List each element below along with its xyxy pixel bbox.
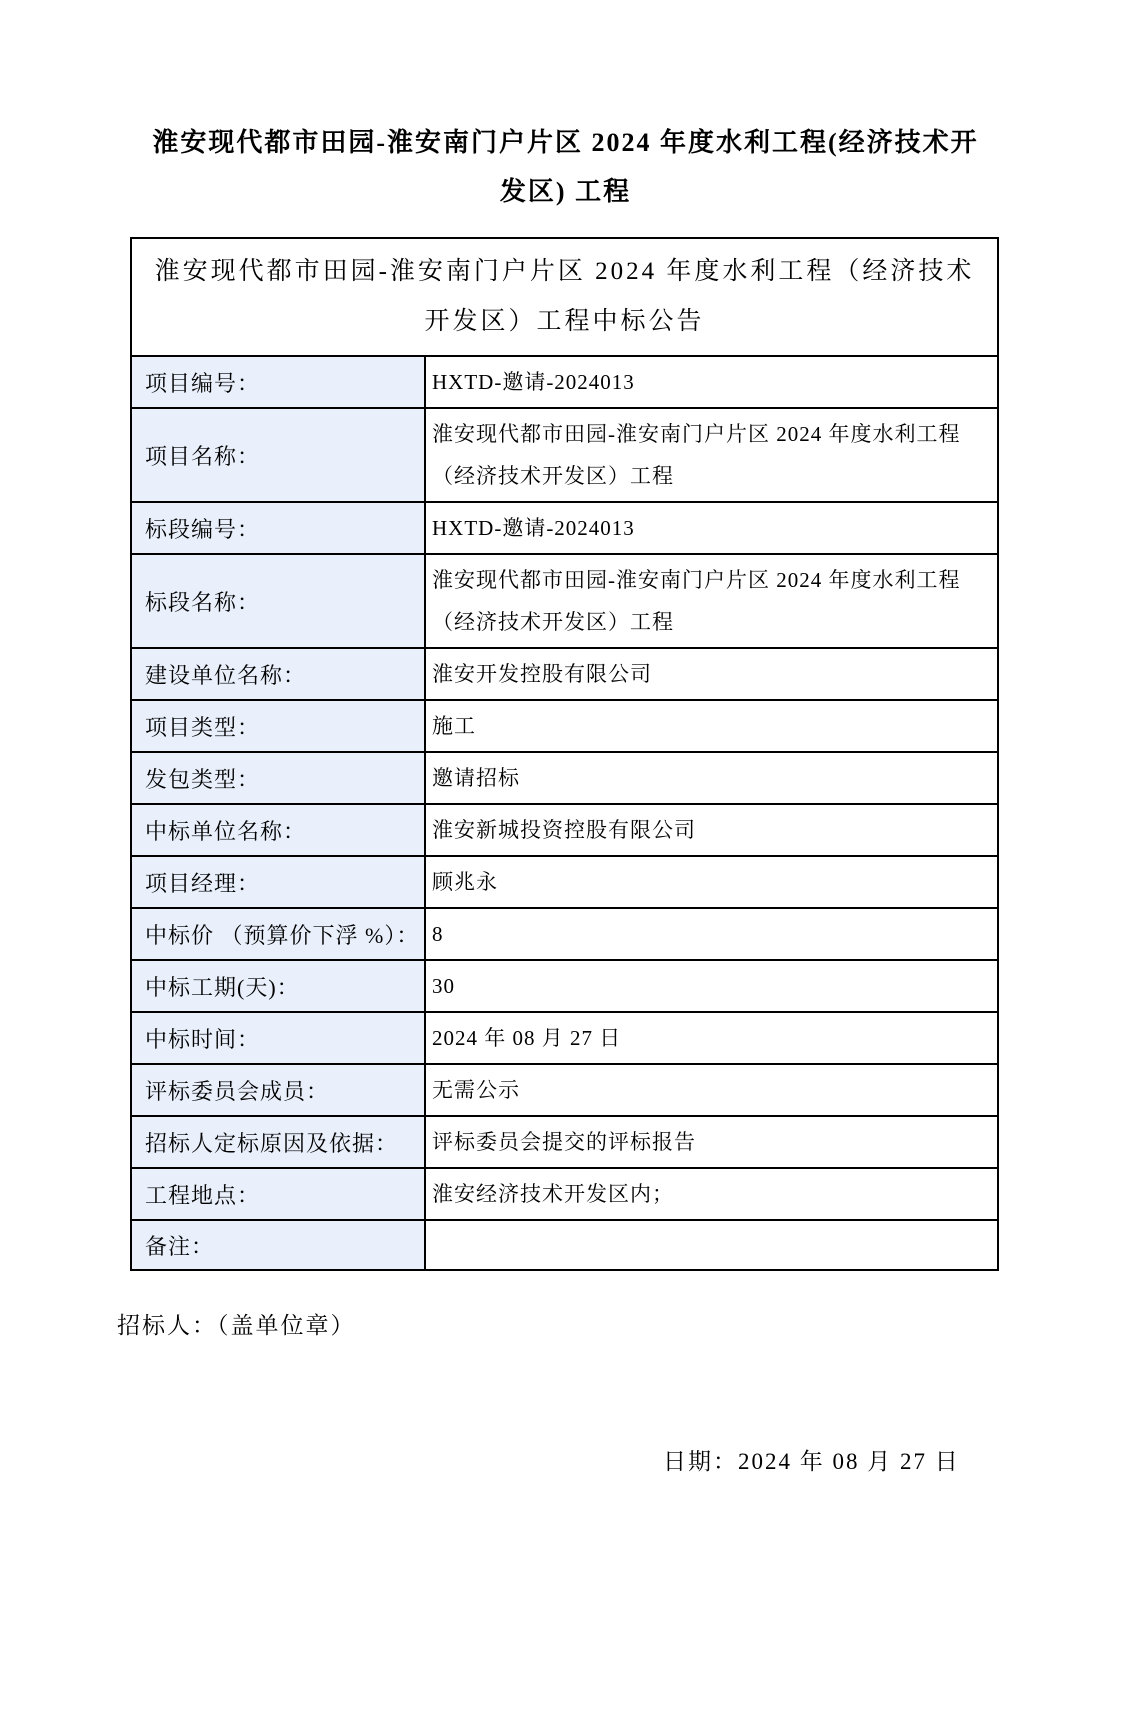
table-row [131, 1012, 998, 1064]
row-value: 2024 年 08 月 27 日 [425, 1012, 998, 1064]
row-label: 招标人定标原因及依据： [131, 1116, 425, 1168]
table-row [131, 554, 998, 648]
date-line: 日期：2024 年 08 月 27 日 [663, 1449, 960, 1474]
row-value: 淮安现代都市田园-淮安南门户片区 2024 年度水利工程 （经济技术开发区）工程 [425, 554, 998, 648]
row-value: 邀请招标 [425, 752, 998, 804]
row-value: 施工 [425, 700, 998, 752]
row-label: 项目名称： [131, 408, 425, 502]
table-row [131, 752, 998, 804]
table-row [131, 1168, 998, 1220]
row-label: 工程地点： [131, 1168, 425, 1220]
table-row [131, 1116, 998, 1168]
row-value: 无需公示 [425, 1064, 998, 1116]
table-body [131, 238, 998, 1270]
row-label: 备注： [131, 1220, 425, 1270]
row-value: 淮安开发控股有限公司 [425, 648, 998, 700]
page-title: 淮安现代都市田园-淮安南门户片区 2024 年度水利工程(经济技术开发区) 工程 [152, 128, 979, 206]
row-label: 中标工期(天)： [131, 960, 425, 1012]
table-row [131, 356, 998, 408]
table-row [131, 1064, 998, 1116]
row-label: 建设单位名称： [131, 648, 425, 700]
table-row [131, 856, 998, 908]
row-label: 中标时间： [131, 1012, 425, 1064]
row-label: 中标价 （预算价下浮 %）： [131, 908, 425, 960]
row-value: 淮安经济技术开发区内； [425, 1168, 998, 1220]
row-value: HXTD-邀请-2024013 [425, 356, 998, 408]
row-value [425, 1220, 998, 1270]
table-title: 淮安现代都市田园-淮安南门户片区 2024 年度水利工程（经济技术开发区）工程中标公告 [131, 238, 998, 356]
bid-announcement-table [130, 237, 999, 1271]
row-value: 评标委员会提交的评标报告 [425, 1116, 998, 1168]
row-value: 顾兆永 [425, 856, 998, 908]
row-label: 发包类型： [131, 752, 425, 804]
row-value: HXTD-邀请-2024013 [425, 502, 998, 554]
bidder-seal-line: 招标人：（盖单位章） [117, 1313, 356, 1338]
row-label: 标段名称： [131, 554, 425, 648]
row-value: 淮安现代都市田园-淮安南门户片区 2024 年度水利工程 （经济技术开发区）工程 [425, 408, 998, 502]
row-label: 项目类型： [131, 700, 425, 752]
row-value: 8 [425, 908, 998, 960]
row-value: 淮安新城投资控股有限公司 [425, 804, 998, 856]
table-row [131, 1220, 998, 1270]
document-page [0, 118, 1131, 1718]
table-row [131, 908, 998, 960]
table-row [131, 502, 998, 554]
table-title-row [131, 238, 998, 356]
row-value: 30 [425, 960, 998, 1012]
row-label: 中标单位名称： [131, 804, 425, 856]
row-label: 项目经理： [131, 856, 425, 908]
row-label: 标段编号： [131, 502, 425, 554]
table-row [131, 960, 998, 1012]
row-label: 评标委员会成员： [131, 1064, 425, 1116]
row-label: 项目编号： [131, 356, 425, 408]
table-row [131, 700, 998, 752]
table-row [131, 804, 998, 856]
table-row [131, 648, 998, 700]
table-row [131, 408, 998, 502]
